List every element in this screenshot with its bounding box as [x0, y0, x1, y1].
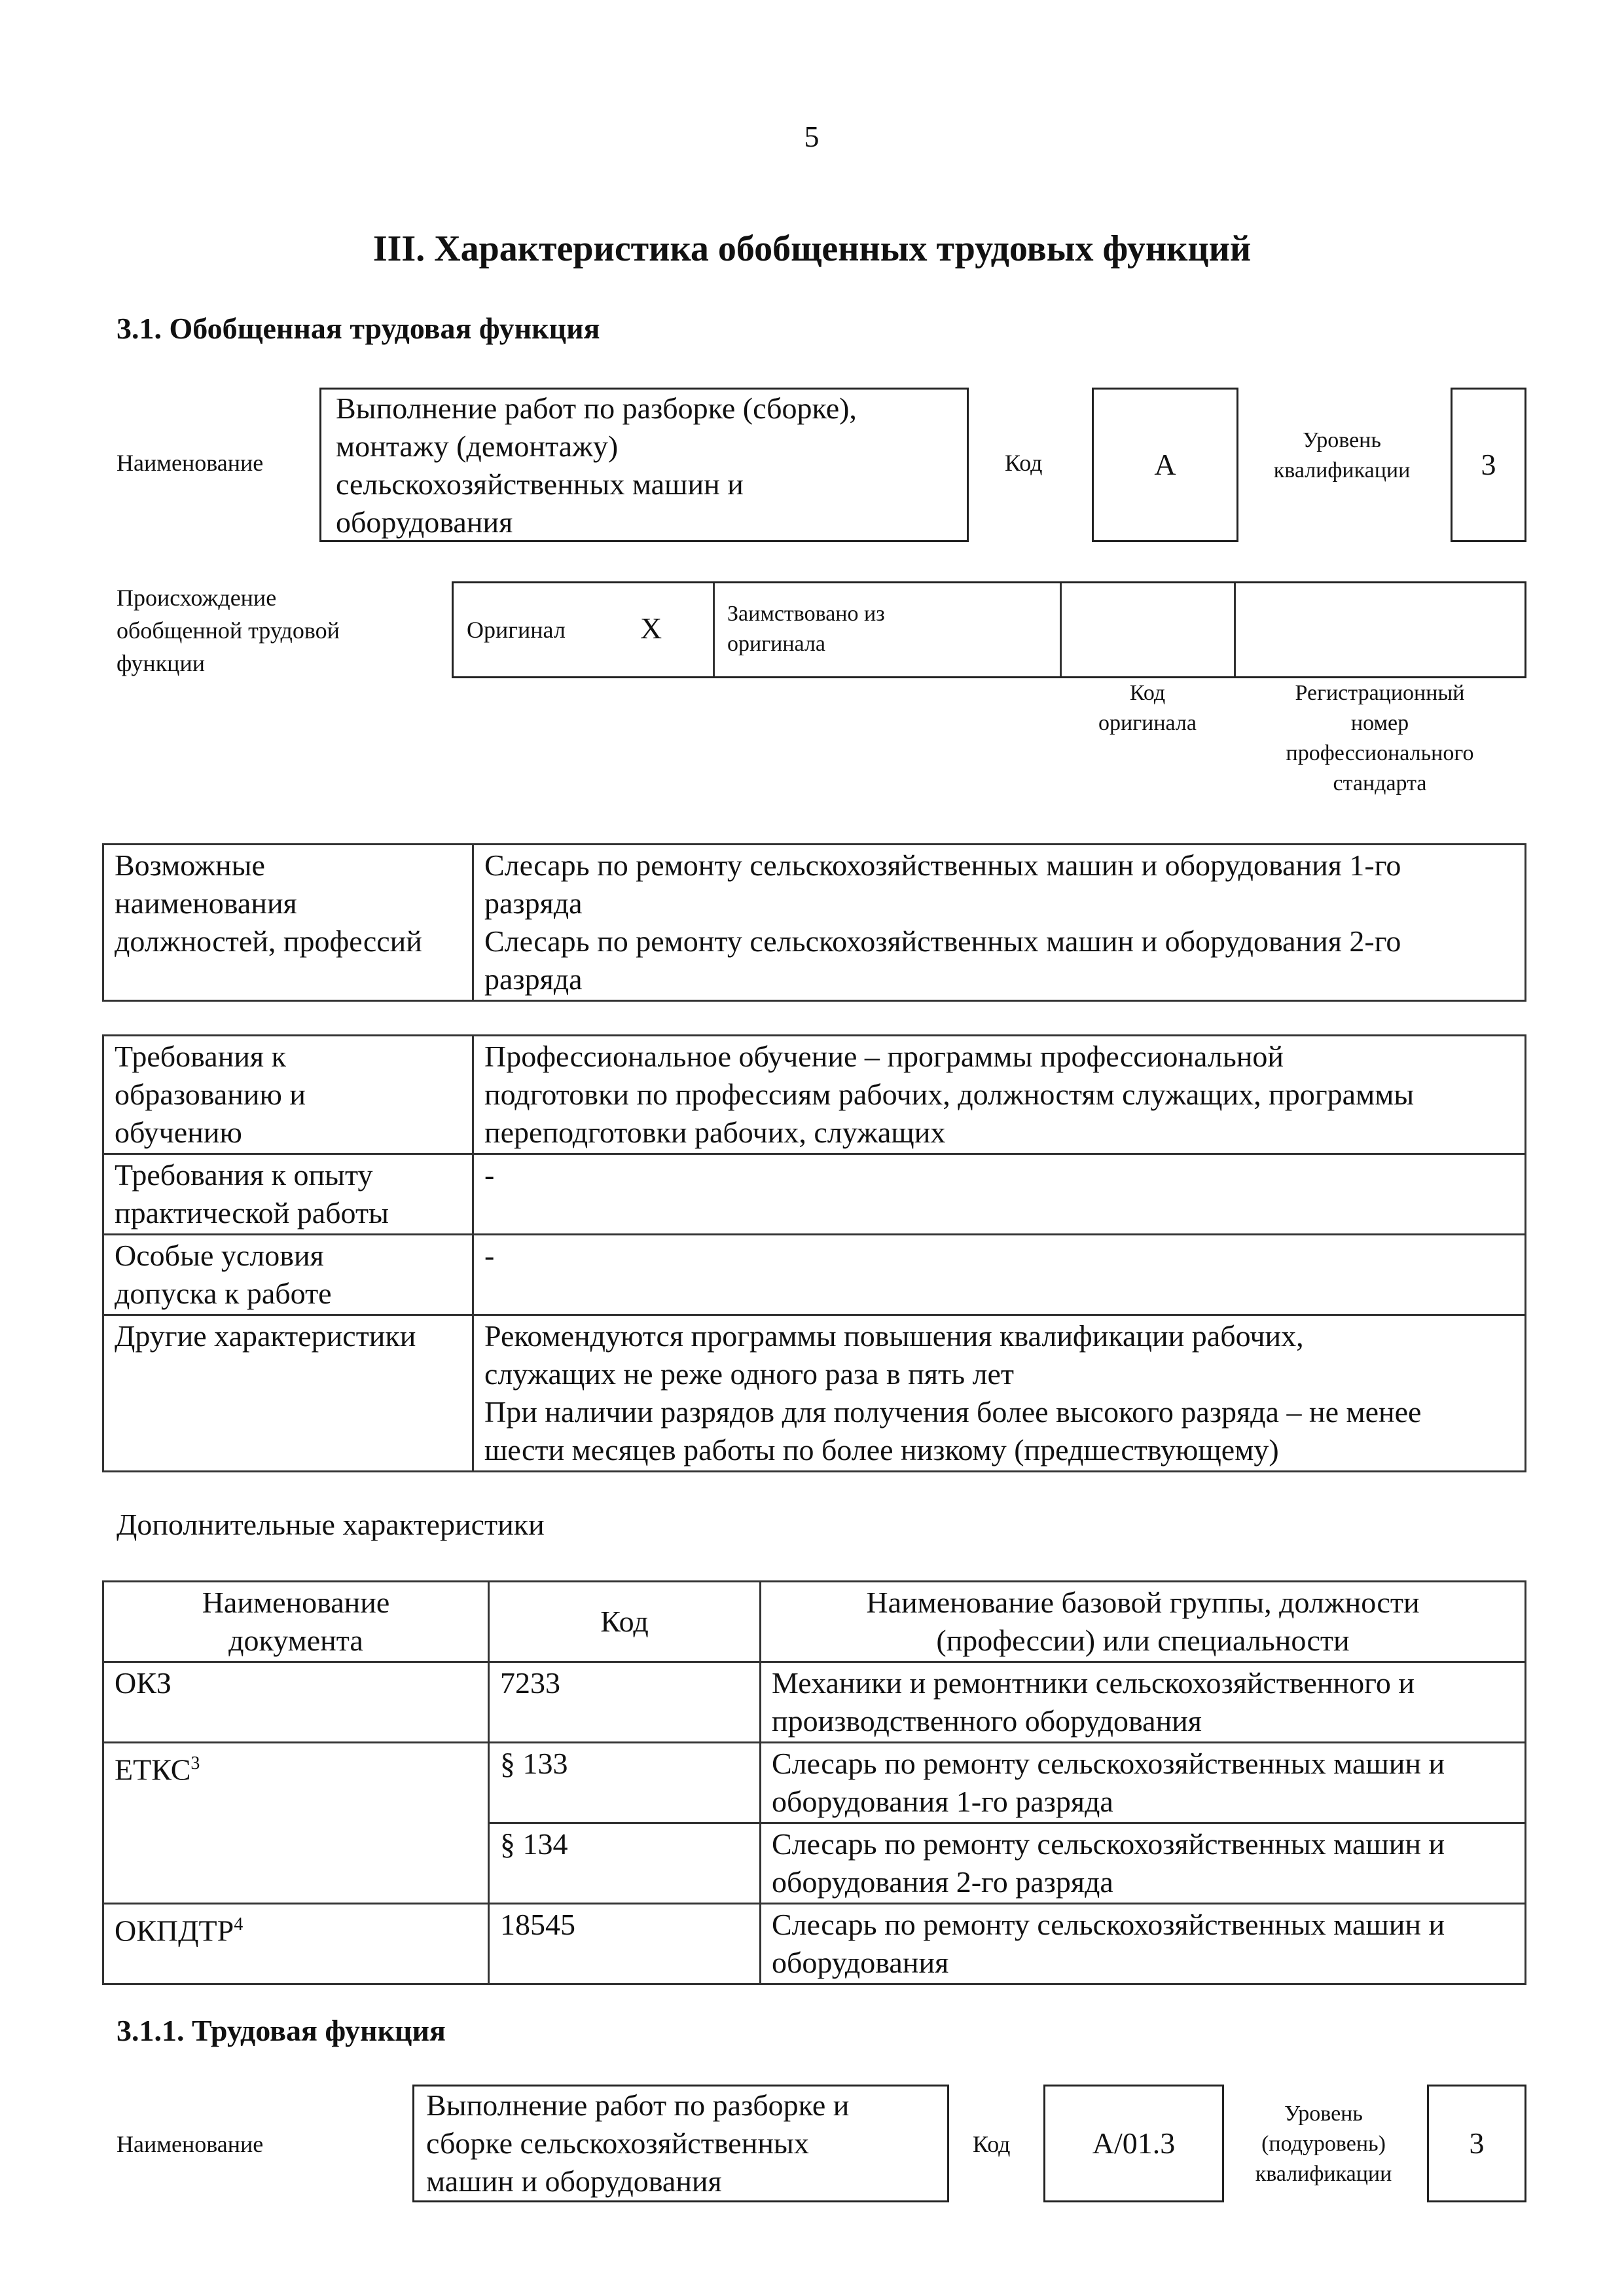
gtf-code-label: Код: [1005, 450, 1043, 476]
tf-name-line-3: машин и оборудования: [426, 2164, 722, 2198]
gtf-name-box: [319, 388, 969, 542]
origin-label: [117, 581, 340, 680]
origin-reg-caption-line-4: стандарта: [1333, 771, 1427, 795]
education-value-line-1: Профессиональное обучение – программы профессиональной: [484, 1040, 1284, 1073]
okz-name-line-1: Механики и ремонтники сельскохозяйственного и: [772, 1666, 1415, 1700]
education-value: [473, 1036, 1526, 1154]
gtf-name-line-4: оборудования: [336, 505, 513, 539]
positions-value-line-3: Слесарь по ремонту сельскохозяйственных машин и оборудования 2-го: [484, 924, 1401, 958]
okpdtr-label: ОКПДТР: [115, 1914, 234, 1948]
okpdtr-footnote-mark: 4: [234, 1914, 244, 1935]
experience-value: -: [473, 1154, 1526, 1235]
origin-borrowed-label: [727, 599, 885, 659]
experience-row: [103, 1154, 1526, 1235]
positions-label: [103, 845, 473, 1001]
positions-value-line-4: разряда: [484, 962, 583, 996]
other-value-line-4: шести месяцев работы по более низкому (предшествующему): [484, 1433, 1279, 1467]
other-label: Другие характеристики: [103, 1315, 473, 1472]
origin-original-label: Оригинал: [467, 617, 566, 643]
tf-level-label-line-2: (подуровень): [1261, 2132, 1386, 2156]
etks-name-1: [761, 1743, 1526, 1823]
positions-row: [103, 845, 1526, 1001]
requirements-table: [102, 1034, 1526, 1472]
etks-row-1: [103, 1743, 1526, 1823]
positions-value-line-1: Слесарь по ремонту сельскохозяйственных машин и оборудования 1-го: [484, 848, 1401, 882]
tf-code-box: A/01.3: [1043, 2085, 1224, 2202]
origin-code-caption-line-2: оригинала: [1098, 711, 1197, 735]
etks-name-1-line-2: оборудования 1-го разряда: [772, 1785, 1113, 1818]
tf-level-label-line-1: Уровень: [1284, 2102, 1363, 2126]
okz-doc: ОКЗ: [103, 1662, 489, 1743]
origin-code-caption-line-1: Код: [1129, 681, 1166, 705]
conditions-label: [103, 1235, 473, 1315]
education-row: [103, 1036, 1526, 1154]
okz-name: [761, 1662, 1526, 1743]
education-label-line-2: образованию и: [115, 1078, 306, 1111]
other-value-line-2: служащих не реже одного раза в пять лет: [484, 1357, 1015, 1391]
okpdtr-code: 18545: [489, 1904, 761, 1984]
additional-heading: Дополнительные характеристики: [117, 1508, 545, 1541]
tf-level-label: [1225, 2099, 1422, 2189]
origin-reg-caption-line-1: Регистрационный: [1295, 681, 1465, 705]
etks-doc: [103, 1743, 489, 1904]
origin-divider-1: [713, 583, 715, 676]
gtf-level-box: 3: [1451, 388, 1526, 542]
tf-level-box: 3: [1427, 2085, 1526, 2202]
origin-label-line-1: Происхождение: [117, 585, 277, 611]
col-doc-header: [103, 1582, 489, 1662]
experience-label-line-2: практической работы: [115, 1196, 389, 1230]
gtf-name-line-1: Выполнение работ по разборке (сборке),: [336, 392, 857, 425]
positions-table: [102, 843, 1526, 1002]
tf-heading: 3.1.1. Трудовая функция: [117, 2014, 446, 2047]
origin-borrowed-line-2: оригинала: [727, 632, 825, 656]
gtf-level-label-line-1: Уровень: [1303, 428, 1381, 452]
col-name-header: [761, 1582, 1526, 1662]
tf-name-line-1: Выполнение работ по разборке и: [426, 2088, 850, 2122]
etks-name-2: [761, 1823, 1526, 1904]
okpdtr-row: [103, 1904, 1526, 1984]
origin-label-line-2: обобщенной трудовой: [117, 617, 340, 644]
experience-label: [103, 1154, 473, 1235]
col-doc-line-1: Наименование: [202, 1586, 390, 1619]
etks-label: ЕТКС: [115, 1753, 191, 1787]
origin-original-mark: X: [640, 611, 662, 645]
col-code-header: Код: [489, 1582, 761, 1662]
origin-code-caption: [1059, 678, 1236, 738]
other-value-line-3: При наличии разрядов для получения более высокого разряда – не менее: [484, 1395, 1422, 1429]
gtf-heading: 3.1. Обобщенная трудовая функция: [117, 312, 600, 345]
okz-code: 7233: [489, 1662, 761, 1743]
etks-code-2: § 134: [489, 1823, 761, 1904]
etks-name-2-line-1: Слесарь по ремонту сельскохозяйственных машин и: [772, 1827, 1445, 1861]
gtf-name-label: Наименование: [117, 450, 264, 476]
origin-divider-3: [1234, 583, 1236, 676]
other-row: [103, 1315, 1526, 1472]
origin-reg-caption-line-2: номер: [1350, 711, 1409, 735]
etks-name-2-line-2: оборудования 2-го разряда: [772, 1865, 1113, 1899]
experience-label-line-1: Требования к опыту: [115, 1158, 373, 1192]
education-value-line-2: подготовки по профессиям рабочих, должностям служащих, программы: [484, 1078, 1415, 1111]
conditions-label-line-2: допуска к работе: [115, 1277, 332, 1310]
okpdtr-name-line-1: Слесарь по ремонту сельскохозяйственных машин и: [772, 1908, 1445, 1941]
gtf-code-box: A: [1092, 388, 1238, 542]
gtf-name-line-2: монтажу (демонтажу): [336, 429, 619, 463]
additional-table: [102, 1580, 1526, 1985]
other-value-line-1: Рекомендуются программы повышения квалификации рабочих,: [484, 1319, 1304, 1353]
positions-value-line-2: разряда: [484, 886, 583, 920]
education-label-line-1: Требования к: [115, 1040, 286, 1073]
other-value: [473, 1315, 1526, 1472]
positions-label-line-1: Возможные: [115, 848, 265, 882]
positions-label-line-3: должностей, профессий: [115, 924, 422, 958]
positions-label-line-2: наименования: [115, 886, 297, 920]
page-number: 5: [804, 120, 820, 153]
conditions-label-line-1: Особые условия: [115, 1239, 324, 1272]
education-label: [103, 1036, 473, 1154]
okpdtr-name-line-2: оборудования: [772, 1946, 949, 1979]
origin-reg-caption-line-3: профессионального: [1286, 741, 1474, 765]
okpdtr-doc: [103, 1904, 489, 1984]
conditions-row: [103, 1235, 1526, 1315]
tf-code-label: Код: [973, 2131, 1011, 2157]
conditions-value: -: [473, 1235, 1526, 1315]
tf-level-label-line-3: квалификации: [1255, 2162, 1392, 2186]
origin-divider-2: [1060, 583, 1062, 676]
origin-reg-caption: [1233, 678, 1526, 799]
positions-value: [473, 845, 1526, 1001]
col-name-line-2: (профессии) или специальности: [936, 1624, 1350, 1657]
education-label-line-3: обучению: [115, 1116, 242, 1149]
gtf-name-line-3: сельскохозяйственных машин и: [336, 467, 744, 501]
etks-code-1: § 133: [489, 1743, 761, 1823]
section-title: III. Характеристика обобщенных трудовых функций: [372, 228, 1252, 269]
gtf-level-label-line-2: квалификации: [1273, 458, 1411, 483]
additional-header-row: [103, 1582, 1526, 1662]
origin-table: [452, 581, 1526, 678]
col-doc-line-2: документа: [228, 1624, 363, 1657]
tf-name-line-2: сборке сельскохозяйственных: [426, 2126, 809, 2160]
okz-name-line-2: производственного оборудования: [772, 1704, 1202, 1738]
okpdtr-name: [761, 1904, 1526, 1984]
okz-row: [103, 1662, 1526, 1743]
origin-label-line-3: функции: [117, 650, 205, 676]
col-name-line-1: Наименование базовой группы, должности: [866, 1586, 1420, 1619]
etks-name-1-line-1: Слесарь по ремонту сельскохозяйственных машин и: [772, 1747, 1445, 1780]
tf-name-box: [412, 2085, 949, 2202]
etks-footnote-mark: 3: [190, 1753, 200, 1774]
origin-borrowed-line-1: Заимствовано из: [727, 602, 885, 626]
gtf-level-label: [1244, 426, 1440, 486]
education-value-line-3: переподготовки рабочих, служащих: [484, 1116, 946, 1149]
tf-name-label: Наименование: [117, 2131, 264, 2157]
